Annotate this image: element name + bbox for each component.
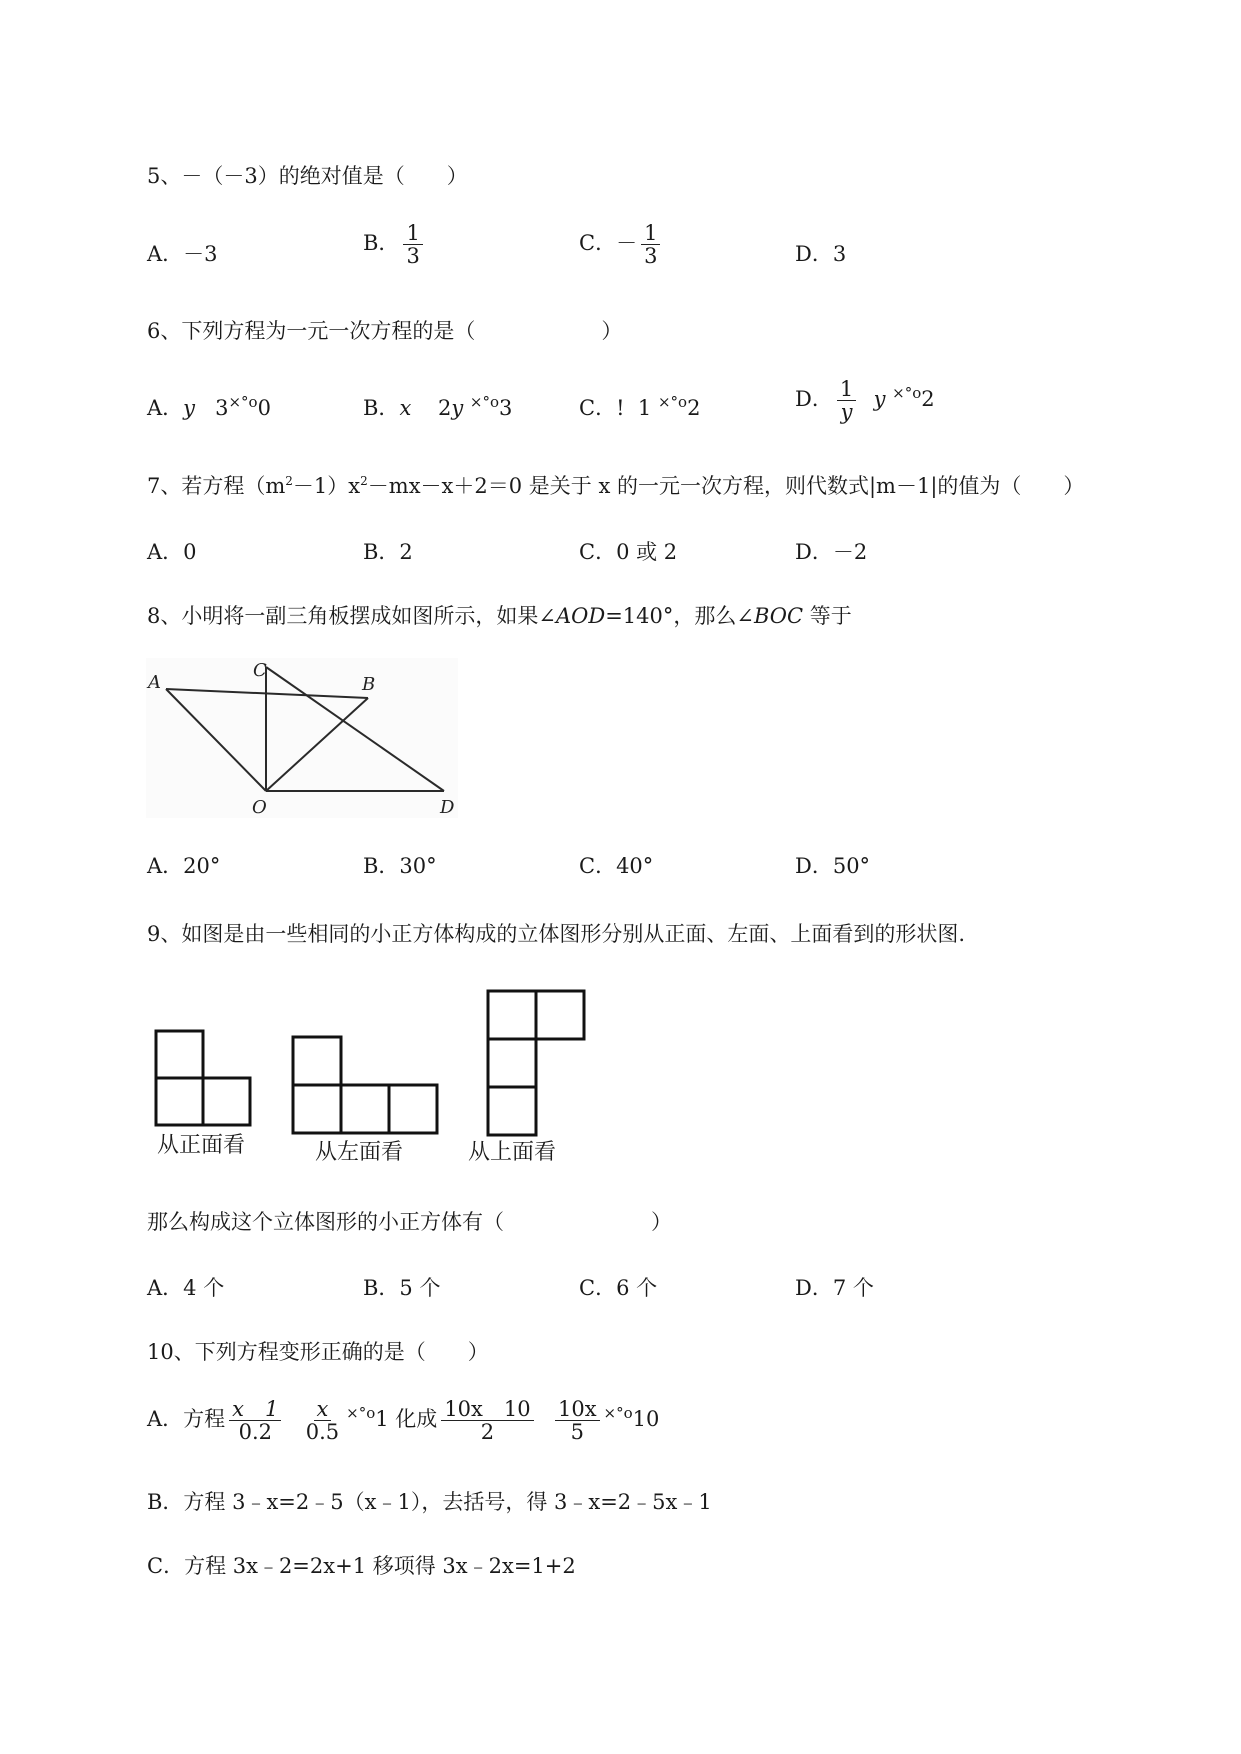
- q6-d-den: y: [840, 400, 853, 425]
- q5-option-b-fraction: [403, 222, 422, 267]
- q10-a-f3-num: 10x 10: [441, 1398, 533, 1421]
- q8-stem-b: =140°，那么∠: [605, 604, 754, 628]
- q10-option-c: C．方程 3x﹣2=2x+1 移项得 3x﹣2x=1+2: [147, 1554, 576, 1578]
- q6-d-fraction: [837, 378, 856, 423]
- triangle-figure: [146, 658, 458, 818]
- q5-option-c: [579, 222, 664, 267]
- left-view-label: 从左面看: [315, 1140, 404, 1165]
- q6-a-tail: 0: [257, 396, 271, 420]
- q7-sup-2: 2: [360, 474, 368, 488]
- left-cell-top: [293, 1037, 341, 1085]
- q7-option-b: B．2: [363, 540, 413, 564]
- q7-stem-a: 7、若方程（m: [147, 474, 286, 498]
- q9-option-c: C．6 个: [579, 1276, 658, 1300]
- top-cell-3: [488, 1039, 536, 1087]
- q7-option-c: C．0 或 2: [579, 540, 678, 564]
- label-o: O: [252, 797, 267, 818]
- label-c: C: [253, 660, 267, 681]
- top-cell-2: [536, 991, 584, 1039]
- q6-option-a: [147, 392, 271, 422]
- q7-stem-c: －mx－x＋2＝0 是关于 x 的一元一次方程，则代数式|m－1|的值为（ ）: [367, 474, 1085, 498]
- q6-b-var2: y: [451, 396, 464, 420]
- front-view-label: 从正面看: [157, 1133, 246, 1158]
- q10-a-frac-3: [441, 1398, 533, 1443]
- q6-b-var: x: [399, 396, 412, 420]
- q8-angle-boc: BOC: [753, 604, 804, 628]
- q8-stem: [147, 600, 852, 630]
- q6-b-prefix: B．: [363, 396, 400, 420]
- q6-b-equals-glyph: ×°o: [469, 393, 500, 411]
- top-cell-1: [488, 991, 536, 1039]
- q10-a-f1-num: x 1: [229, 1398, 281, 1421]
- left-view: [293, 1037, 437, 1133]
- q6-c-mark: !: [616, 396, 625, 420]
- q10-stem: 10、下列方程变形正确的是（ ）: [147, 1340, 489, 1364]
- q5-option-c-prefix: C．－: [579, 231, 638, 256]
- q10-option-a: [147, 1398, 659, 1443]
- q5-option-b-prefix: B．: [363, 231, 400, 256]
- q6-a-equals-glyph: ×°o: [228, 393, 258, 411]
- q7-stem: [147, 470, 1084, 500]
- front-cell-bottom-right: [203, 1078, 250, 1125]
- q9-option-a: A．4 个: [147, 1276, 225, 1300]
- q6-d-var: y: [873, 387, 886, 412]
- q8-stem-a: 8、小明将一副三角板摆成如图所示，如果∠: [147, 604, 556, 628]
- q10-option-b: B．方程 3﹣x=2﹣5（x﹣1），去括号，得 3﹣x=2﹣5x﹣1: [147, 1490, 712, 1514]
- label-b: B: [362, 674, 376, 695]
- q8-option-a: A．20°: [147, 854, 221, 878]
- q5-option-b: [363, 222, 427, 267]
- q9-follow: 那么构成这个立体图形的小正方体有（ ）: [147, 1210, 672, 1234]
- q5-stem: 5、－（－3）的绝对值是（ ）: [147, 164, 468, 188]
- q10-a-prefix: A．方程: [147, 1407, 226, 1432]
- q10-a-equals-glyph-2: ×°o: [603, 1404, 633, 1423]
- q6-d-num: 1: [837, 378, 856, 401]
- q7-sup-1: 2: [285, 474, 293, 488]
- q10-a-mid: 1 化成: [375, 1407, 438, 1432]
- q8-option-d: D．50°: [795, 854, 871, 878]
- q5-b-num: 1: [403, 222, 422, 245]
- label-d: D: [440, 797, 455, 818]
- q10-a-frac-2: [303, 1398, 342, 1443]
- front-cell-top: [156, 1031, 203, 1078]
- q6-c-mid: 1: [637, 396, 652, 420]
- top-cell-4: [488, 1087, 536, 1135]
- q8-option-c: C．40°: [579, 854, 654, 878]
- q6-stem: 6、下列方程为一元一次方程的是（ ）: [147, 319, 623, 343]
- left-cell-bottom-1: [293, 1085, 341, 1133]
- label-a: A: [148, 672, 161, 693]
- q6-a-rest: 3: [215, 396, 229, 420]
- q6-b-tail: 3: [499, 396, 513, 420]
- q10-a-equals-glyph-1: ×°o: [346, 1404, 376, 1423]
- q6-d-equals-glyph: ×°o: [892, 384, 922, 403]
- q9-option-b: B．5 个: [363, 1276, 441, 1300]
- q5-option-c-fraction: [641, 222, 660, 267]
- q6-a-prefix: A．: [147, 396, 184, 420]
- front-cell-bottom-left: [156, 1078, 203, 1125]
- q10-a-f3-den: 2: [480, 1420, 495, 1445]
- left-cell-bottom-3: [389, 1085, 437, 1133]
- q7-option-a: A．0: [147, 540, 197, 564]
- q5-b-den: 3: [406, 244, 420, 269]
- q5-option-d: D．3: [795, 242, 847, 266]
- q6-d-tail: 2: [921, 387, 935, 412]
- q10-a-f4-num: 10x: [555, 1398, 600, 1421]
- q10-a-tail: 10: [632, 1407, 660, 1432]
- q6-d-prefix: D．: [795, 387, 833, 412]
- q6-c-prefix: C．: [579, 396, 617, 420]
- q6-option-d: [795, 378, 935, 423]
- q7-option-d: D．－2: [795, 540, 868, 564]
- q9-stem: 9、如图是由一些相同的小正方体构成的立体图形分别从正面、左面、上面看到的形状图.: [147, 922, 966, 946]
- q8-option-b: B．30°: [363, 854, 437, 878]
- q6-c-tail: 2: [687, 396, 701, 420]
- q10-a-f2-den: 0.5: [305, 1420, 340, 1445]
- q6-c-equals-glyph: ×°o: [657, 393, 688, 411]
- q10-a-frac-4: [555, 1398, 600, 1443]
- q6-b-mid: 2: [437, 396, 452, 420]
- q7-stem-b: －1）x: [292, 474, 361, 498]
- front-view: [156, 1031, 250, 1125]
- q5-option-a: A．－3: [147, 242, 218, 266]
- q10-a-f2-num: x: [314, 1398, 332, 1421]
- top-view: [488, 991, 584, 1135]
- left-cell-bottom-2: [341, 1085, 389, 1133]
- q5-c-num: 1: [641, 222, 660, 245]
- figure-background: [146, 658, 458, 818]
- q8-stem-c: 等于: [803, 604, 852, 628]
- top-view-label: 从上面看: [468, 1140, 557, 1165]
- q10-a-f4-den: 5: [570, 1420, 584, 1445]
- q6-option-c: [579, 392, 700, 422]
- q8-angle-aod: AOD: [555, 604, 606, 628]
- q5-c-den: 3: [644, 244, 658, 269]
- q6-option-b: [363, 392, 512, 422]
- q10-a-f1-den: 0.2: [238, 1420, 272, 1445]
- q6-a-var: y: [183, 396, 196, 420]
- q9-option-d: D．7 个: [795, 1276, 874, 1300]
- q10-a-frac-1: [229, 1398, 281, 1443]
